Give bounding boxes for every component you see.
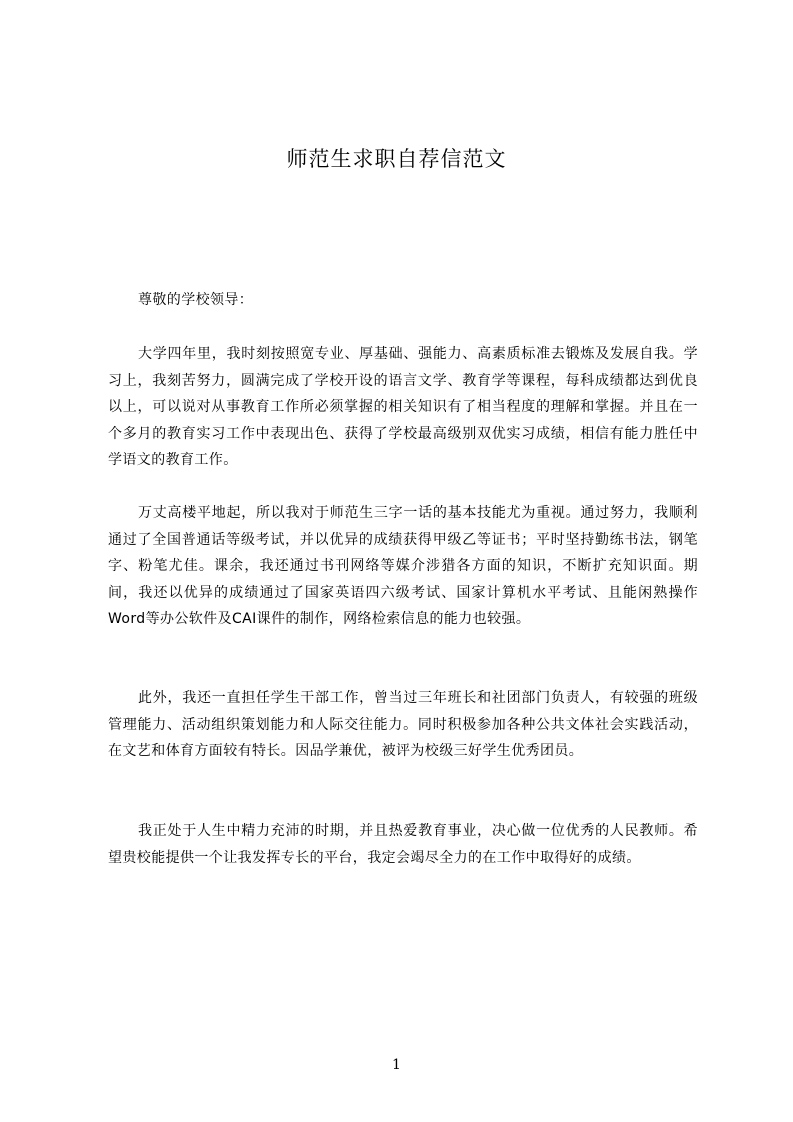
paragraph-activities: 此外，我还一直担任学生干部工作，曾当过三年班长和社团部门负责人，有较强的班级管理能力、活动组织策划能力和人际交往能力。同时积极参加各种公共文体社会实践活动，在文艺和体育方面较有特长。因品学兼优，被评为校级三好学生优秀团员。 <box>108 690 698 759</box>
paragraph-skills: 万丈高楼平地起，所以我对于师范生三字一话的基本技能尤为重视。通过努力，我顺利通过了全国普通话等级考试，并以优异的成绩获得甲级乙等证书；平时坚持勤练书法，钢笔字、粉笔尤佳。课余，我还通过书刊网络等媒介涉猎各方面的知识，不断扩充知识面。期间，我还以优异的成绩通过了国家英语四六级考试、国家计算机水平考试、且能闲熟操作Word等办公软件及CAI课件的制作，网络检索信息的能力也较强。 <box>108 505 698 627</box>
paragraph-closing: 我正处于人生中精力充沛的时期，并且热爱教育事业，决心做一位优秀的人民教师。希望贵校能提供一个让我发挥专长的平台，我定会竭尽全力的在工作中取得好的成绩。 <box>108 823 698 866</box>
page-number: 1 <box>392 1057 401 1073</box>
paragraph-study: 大学四年里，我时刻按照宽专业、厚基础、强能力、高素质标准去锻炼及发展自我。学习上，我刻苦努力，圆满完成了学校开设的语言文学、教育学等课程，每科成绩都达到优良以上，可以说对从事教育工作所必须掌握的相关知识有了相当程度的理解和掌握。并且在一个多月的教育实习工作中表现出色、获得了学校最高级别双优实习成绩，相信有能力胜任中学语文的教育工作。 <box>108 346 698 468</box>
document-title: 师范生求职自荐信范文 <box>286 147 507 171</box>
greeting-line: 尊敬的学校领导： <box>138 292 254 308</box>
